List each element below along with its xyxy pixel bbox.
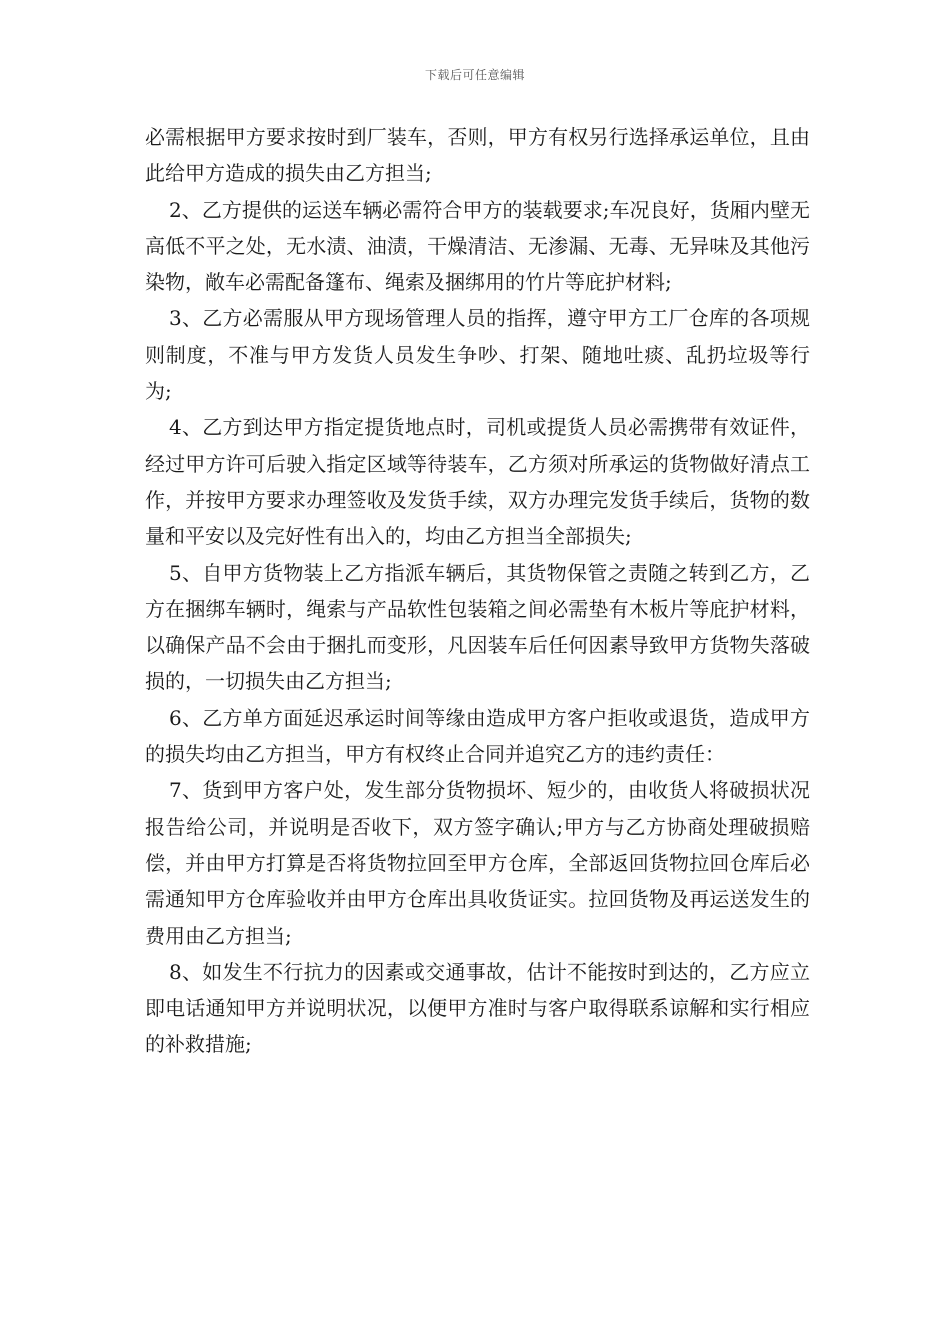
paragraph-clause-6: 6、乙方单方面延迟承运时间等缘由造成甲方客户拒收或退货，造成甲方的损失均由乙方担当，甲方有权终止合同并追究乙方的违约责任： — [145, 705, 810, 767]
paragraph-clause-4: 4、乙方到达甲方指定提货地点时，司机或提货人员必需携带有效证件，经过甲方许可后驶入指定区域等待装车，乙方须对所承运的货物做好清点工作，并按甲方要求办理签收及发货手续，双方办理完发货手续后，货物的数量和平安以及完好性有出入的，均由乙方担当全部损失; — [145, 415, 810, 549]
paragraph-clause-5: 5、自甲方货物装上乙方指派车辆后，其货物保管之责随之转到乙方，乙方在捆绑车辆时，绳索与产品软性包装箱之间必需垫有木板片等庇护材料，以确保产品不会由于捆扎而变形，凡因装车后任何因素导致甲方货物失落破损的，一切损失由乙方担当; — [145, 560, 810, 694]
paragraph-clause-3: 3、乙方必需服从甲方现场管理人员的指挥，遵守甲方工厂仓库的各项规则制度，不准与甲方发货人员发生争吵、打架、随地吐痰、乱扔垃圾等行为; — [145, 306, 810, 404]
page-header: 下载后可任意编辑 — [424, 68, 525, 82]
document-body — [145, 119, 810, 1063]
paragraph-continuation: 必需根据甲方要求按时到厂装车，否则，甲方有权另行选择承运单位，且由此给甲方造成的损失由乙方担当; — [145, 125, 810, 186]
paragraph-clause-8: 8、如发生不行抗力的因素或交通事故，估计不能按时到达的，乙方应立即电话通知甲方并说明状况，以便甲方准时与客户取得联系谅解和实行相应的补救措施; — [145, 959, 810, 1057]
paragraph-clause-2: 2、乙方提供的运送车辆必需符合甲方的装载要求;车况良好，货厢内壁无高低不平之处，无水渍、油渍，干燥清洁、无渗漏、无毒、无异味及其他污染物，敞车必需配备篷布、绳索及捆绑用的竹片等庇护材料; — [145, 197, 810, 295]
paragraph-clause-7: 7、货到甲方客户处，发生部分货物损坏、短少的，由收货人将破损状况报告给公司，并说明是否收下，双方签字确认;甲方与乙方协商处理破损赔偿，并由甲方打算是否将货物拉回至甲方仓库，全部返回货物拉回仓库后必需通知甲方仓库验收并由甲方仓库出具收货证实。拉回货物及再运送发生的费用由乙方担当; — [145, 778, 810, 948]
